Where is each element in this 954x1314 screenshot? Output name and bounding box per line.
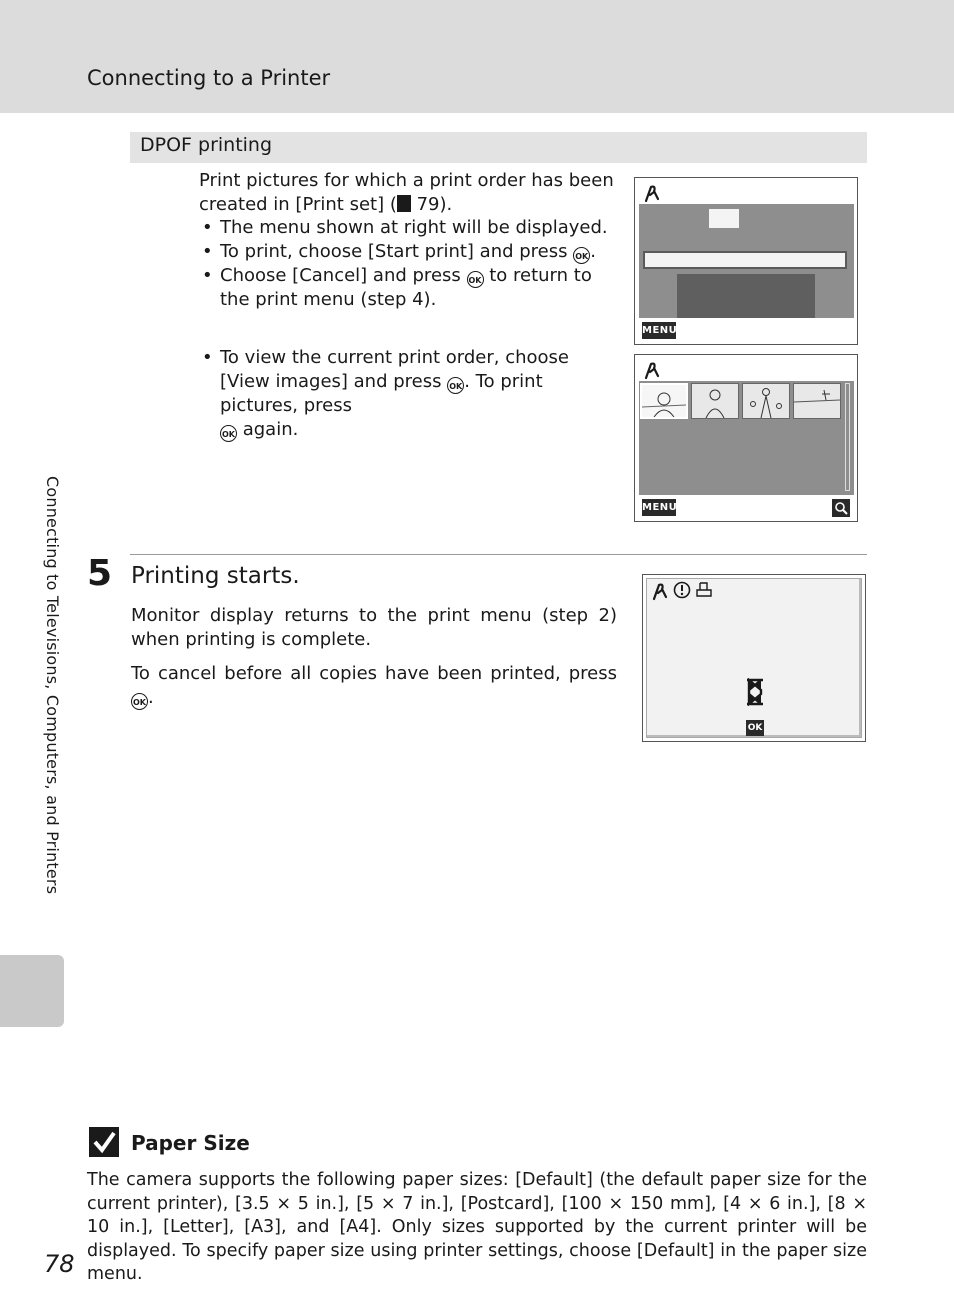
section-divider [130,554,867,555]
ok-button-icon: OK [746,720,764,736]
thumbnail-selected [640,383,688,419]
camera-screen-dpof-menu [634,177,858,345]
dpof-intro-text: Print pictures for which a print order has been created in [Print set] ( [199,170,614,215]
hourglass-icon [745,678,765,706]
ok-button-icon: OK [467,271,484,288]
ok-button-icon: OK [131,693,148,710]
dpof-intro-end: ). [439,194,453,215]
thumbnail [793,383,841,419]
screen-display [639,381,854,495]
menu-options-area [677,274,815,318]
side-tab-marker [0,955,64,1027]
thumbnail-image [743,384,789,418]
thumbnail [742,383,790,419]
check-note-icon [89,1127,119,1157]
dpof-intro [199,169,619,217]
ok-button-icon: OK [447,377,464,394]
page-number: 78 [44,1250,75,1278]
note-body: The camera supports the following paper sizes: [Default] (the default paper size for the current printer), [3.5 × 5 in.], [5 × 7 in.], [Postcard], [100 × 150 mm], [4 × 6 in.], [8 × 10 in.], [Letter], [A3], and [A4]. Only sizes supported by the current printer will be displayed. To specify paper size using printer settings, choose [Default] in the paper size menu. [87,1170,867,1284]
view-images-bullet [199,346,614,442]
ok-button-icon: OK [220,425,237,442]
selected-menu-item [643,251,847,269]
page-reference-icon [397,195,411,212]
step-title: Printing starts. [131,563,300,589]
zoom-icon [832,499,850,517]
printer-icon [695,581,713,599]
pictbridge-icon [642,183,662,203]
list-item: • To view the current print order, choose [View images] and press OK . To print pictures, press OK again. [199,346,614,442]
screen-display [639,204,854,318]
screen-display [646,578,862,738]
camera-screen-view-images [634,354,858,522]
step-number: 5 [87,553,113,594]
step-paragraph-cancel: To cancel before all copies have been printed, press OK . [131,663,617,708]
page-reference-number: 79 [416,194,440,215]
section-title: Connecting to a Printer [87,66,331,90]
camera-screen-printing [642,574,866,742]
dpof-heading: DPOF printing [140,134,273,156]
pictbridge-icon [642,360,662,380]
list-item: • The menu shown at right will be displayed. [199,216,614,240]
side-tab-label: Connecting to Televisions, Computers, and Printers [43,476,62,895]
thumbnail [691,383,739,419]
step-paragraph: Monitor display returns to the print menu (step 2) when printing is complete. [131,605,617,650]
menu-title-box [709,209,739,228]
menu-button-icon: MENU [642,499,676,516]
list-item: • To print, choose [Start print] and press OK . [199,240,614,264]
thumbnail-image [642,385,686,417]
pictbridge-icon [650,581,670,601]
warning-icon [673,581,691,599]
scrollbar [845,383,850,491]
thumbnail-image [794,384,840,418]
ok-button-icon: OK [573,247,590,264]
note-title: Paper Size [131,1131,250,1155]
page-header [0,0,954,113]
dpof-bullet-list [199,216,614,312]
thumbnail-image [692,384,738,418]
list-item: • Choose [Cancel] and press OK to return to the print menu (step 4). [199,264,614,312]
menu-button-icon: MENU [642,322,676,339]
